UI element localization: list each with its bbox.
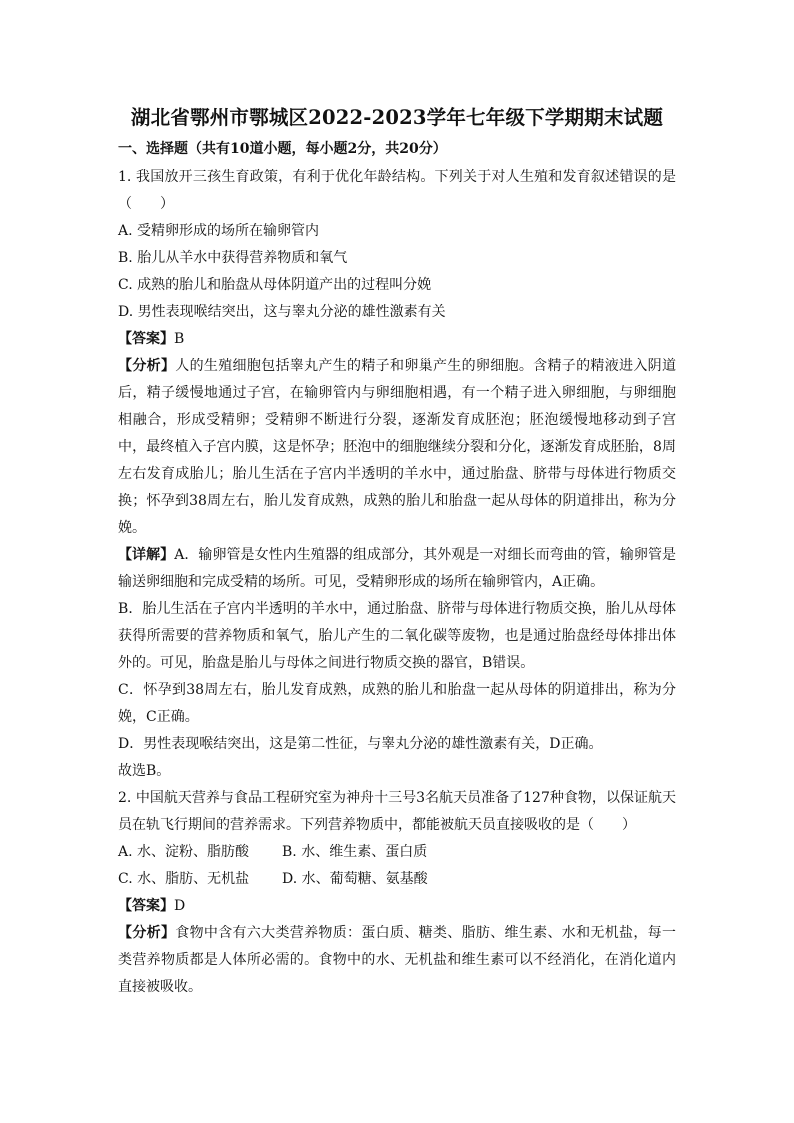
detail-text-a: A．输卵管是女性内生殖器的组成部分，其外观是一对细长而弯曲的管，输卵管是输送卵细胞和完成受精的场所。可见，受精卵形成的场所在输卵管内，A正确。: [118, 547, 677, 590]
option-b: B. 胎儿从羊水中获得营养物质和氧气: [118, 250, 348, 266]
option-row-2: [118, 866, 676, 893]
analysis-paragraph: [118, 920, 676, 1001]
answer-value: D: [174, 898, 186, 914]
answer-value: B: [174, 331, 185, 347]
option-b: B. 水、维生素、蛋白质: [282, 844, 428, 860]
option-a: A. 受精卵形成的场所在输卵管内: [118, 223, 320, 239]
page-title: 湖北省鄂州市鄂城区2022-2023学年七年级下学期期末试题: [130, 106, 664, 129]
conclusion: 故选B。: [118, 763, 171, 779]
detail-tag: 【详解】: [118, 547, 175, 563]
detail-paragraph-b: B．胎儿生活在子宫内半透明的羊水中，通过胎盘、脐带与母体进行物质交换，胎儿从母体获得所需要的营养物质和氧气，胎儿产生的二氧化碳等废物，也是通过胎盘经母体排出体外的。可见，胎盘是胎儿与母体之间进行物质交换的器官，B错误。: [118, 601, 676, 671]
analysis-tag: 【分析】: [118, 358, 176, 374]
answer-line: [118, 326, 676, 353]
answer-tag: 【答案】: [118, 331, 174, 347]
analysis-text: 食物中含有六大类营养物质：蛋白质、糖类、脂肪、维生素、水和无机盐，每一类营养物质都是人体所必需的。食物中的水、无机盐和维生素可以不经消化，在消化道内直接被吸收。: [118, 925, 677, 995]
question-1: [118, 164, 676, 785]
option-c: C. 成熟的胎儿和胎盘从母体阴道产出的过程叫分娩: [118, 277, 432, 293]
analysis-paragraph: [118, 353, 676, 542]
answer-tag: 【答案】: [118, 898, 174, 914]
option-a: A. 水、淀粉、脂肪酸: [118, 844, 250, 860]
analysis-tag: 【分析】: [118, 925, 176, 941]
question-2: [118, 785, 676, 1001]
detail-paragraph-d: D．男性表现喉结突出，这是第二性征，与睾丸分泌的雄性激素有关，D正确。: [118, 736, 603, 752]
section-heading: 一、选择题（共有10道小题，每小题2分，共20分）: [118, 141, 447, 157]
option-d: D. 水、葡萄糖、氨基酸: [282, 871, 428, 887]
question-stem: 2. 中国航天营养与食品工程研究室为神舟十三号3名航天员准备了127种食物，以保证航天员在轨飞行期间的营养需求。下列营养物质中，都能被航天员直接吸收的是（ ）: [118, 790, 676, 833]
option-c: C. 水、脂肪、无机盐: [118, 871, 250, 887]
option-d: D. 男性表现喉结突出，这与睾丸分泌的雄性激素有关: [118, 304, 446, 320]
question-stem: 1. 我国放开三孩生育政策，有利于优化年龄结构。下列关于对人生殖和发育叙述错误的是（ ）: [118, 169, 676, 212]
detail-paragraph-a: [118, 542, 676, 596]
answer-line: [118, 893, 676, 920]
analysis-text: 人的生殖细胞包括睾丸产生的精子和卵巢产生的卵细胞。含精子的精液进入阴道后，精子缓慢地通过子宫，在输卵管内与卵细胞相遇，有一个精子进入卵细胞，与卵细胞相融合，形成受精卵；受精卵不断进行分裂，逐渐发育成胚泡；胚泡缓慢地移动到子宫中，最终植入子宫内膜，这是怀孕；胚泡中的细胞继续分裂和分化，逐渐发育成胚胎，8周左右发育成胎儿；胎儿生活在子宫内半透明的羊水中，通过胎盘、脐带与母体进行物质交换；怀孕到38周左右，胎儿发育成熟，成熟的胎儿和胎盘一起从母体的阴道排出，称为分娩。: [118, 358, 677, 536]
detail-paragraph-c: C．怀孕到38周左右，胎儿发育成熟，成熟的胎儿和胎盘一起从母体的阴道排出，称为分娩，C正确。: [118, 682, 676, 725]
option-row-1: [118, 839, 676, 866]
